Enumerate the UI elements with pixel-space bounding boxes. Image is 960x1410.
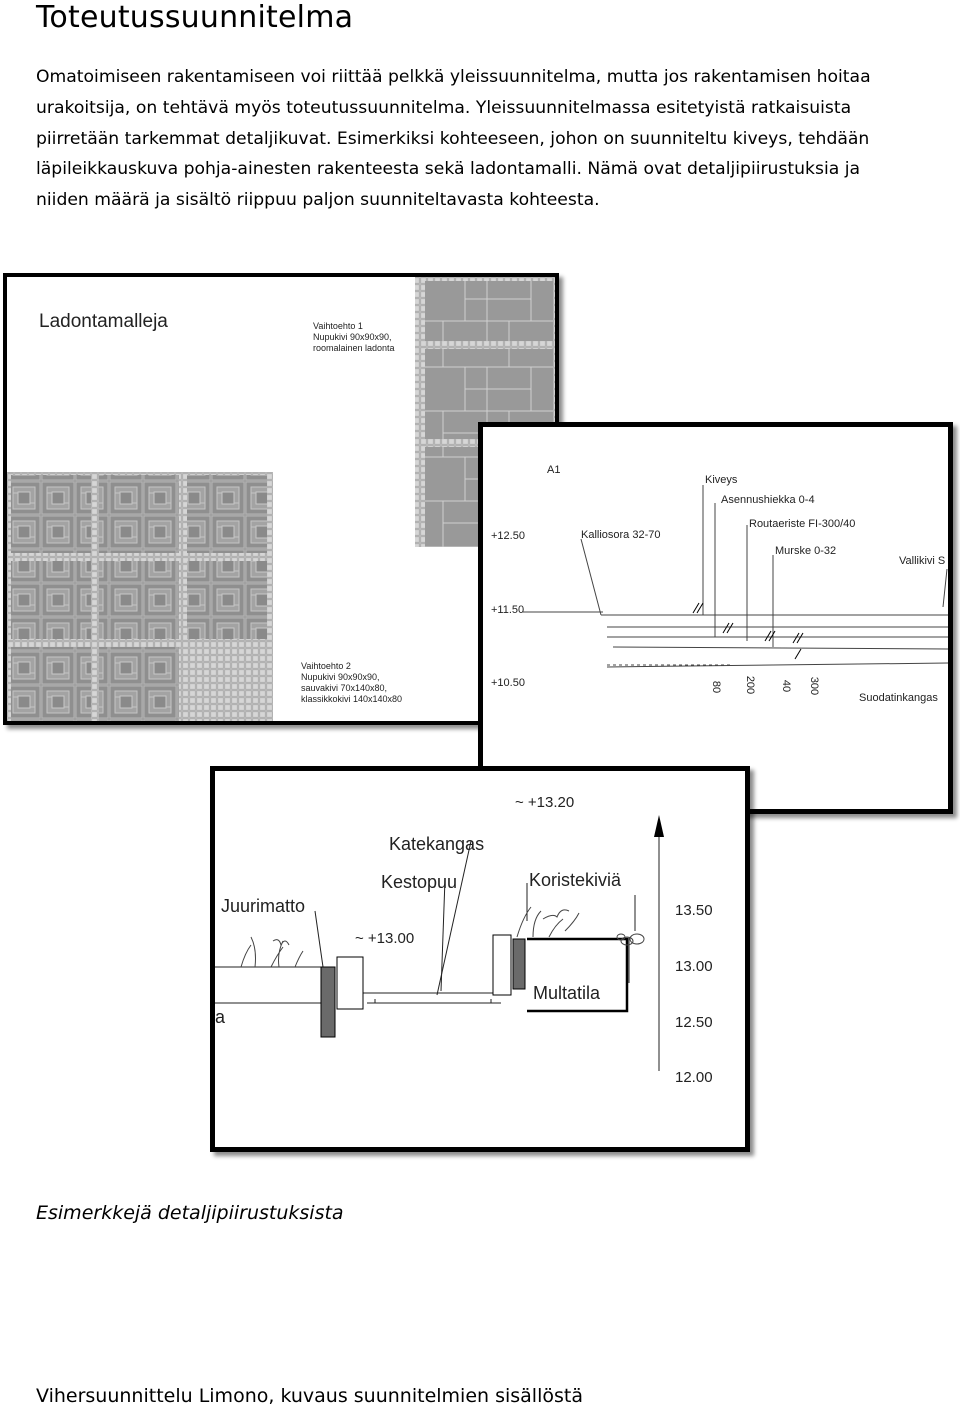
level-1050: +10.50 (491, 677, 525, 689)
option2-line4: klassikkokivi 140x140x80 (301, 694, 403, 704)
thickness-40: 40 (780, 679, 792, 693)
label-katekangas: Katekangas (389, 834, 485, 854)
option1-line1: Vaihtoehto 1 (313, 321, 363, 331)
level-1250: +12.50 (491, 530, 525, 542)
intro-paragraph: Omatoimiseen rakentamiseen voi riittää pelkkä yleissuunnitelma, mutta jos rakentamisen hoitaa urakoitsija, on tehtävä myös toteutussuunnitelma. Yleissuunnitelmassa esitetyistä ratkaisuista piirretään tarkemmat detaljikuvat. Esimerkiksi kohteeseen, johon on suunniteltu kiveys, tehdään läpileikkauskuva pohja-ainesten rakenteesta sekä ladontamalli. Nämä ovat detaljipiirustuksia ja niiden määrä ja sisältö riippuu paljon suunniteltavasta kohteesta. (36, 67, 871, 211)
layer-routaeriste: Routaeriste FI-300/40 (749, 518, 856, 530)
layer-kiveys: Kiveys (705, 474, 738, 486)
scale-1350: 13.50 (675, 902, 713, 919)
option1-line2: Nupukivi 90x90x90, (313, 332, 392, 342)
plants-sketch (517, 907, 579, 937)
cross-section-figure (478, 422, 953, 814)
option1-line3: roomalainen ladonta (313, 343, 395, 353)
figure1-heading: Ladontamalleja (39, 311, 168, 332)
label-koristekivia: Koristekiviä (529, 870, 622, 890)
section-id: A1 (547, 464, 561, 476)
cut-label: a (215, 1007, 226, 1027)
paving-pattern-figure (3, 273, 559, 725)
level-1150: +11.50 (491, 604, 525, 616)
scale-1250: 12.50 (675, 1014, 713, 1031)
layer-vallikivi: Vallikivi S (899, 555, 946, 567)
page-footer: Vihersuunnittelu Limono, kuvaus suunnitelmien sisällöstä (36, 1385, 583, 1407)
thickness-80: 80 (710, 680, 722, 694)
thickness-200: 200 (744, 675, 756, 695)
raised-bed-figure (210, 766, 750, 1152)
paving-pattern-drawing (7, 277, 555, 721)
thickness-300: 300 (808, 676, 820, 696)
ground-level: ~ +13.00 (355, 930, 415, 947)
up-arrow-icon (654, 815, 664, 837)
layer-murske: Murske 0-32 (775, 545, 837, 557)
raised-bed-drawing (215, 771, 745, 1147)
label-juurimatto: Juurimatto (221, 896, 306, 916)
scale-1300: 13.00 (675, 958, 713, 975)
cross-section-drawing (483, 427, 948, 809)
roots-sketch (241, 937, 303, 967)
option2-line1: Vaihtoehto 2 (301, 661, 351, 671)
top-level: ~ +13.20 (515, 794, 575, 811)
decorative-stones (617, 934, 644, 945)
option2-line3: sauvakivi 70x140x80, (301, 683, 388, 693)
layer-asennushiekka: Asennushiekka 0-4 (721, 494, 815, 506)
label-suodatinkangas: Suodatinkangas (859, 692, 938, 704)
scale-1200: 12.00 (675, 1069, 713, 1086)
option2-line2: Nupukivi 90x90x90, (301, 672, 380, 682)
label-multatila: Multatila (533, 983, 601, 1003)
label-kestopuu: Kestopuu (381, 872, 458, 892)
label-kalliosora: Kalliosora 32-70 (581, 529, 661, 541)
figure-caption: Esimerkkejä detaljipiirustuksista (36, 1202, 344, 1224)
page-title: Toteutussuunnitelma (36, 0, 354, 35)
